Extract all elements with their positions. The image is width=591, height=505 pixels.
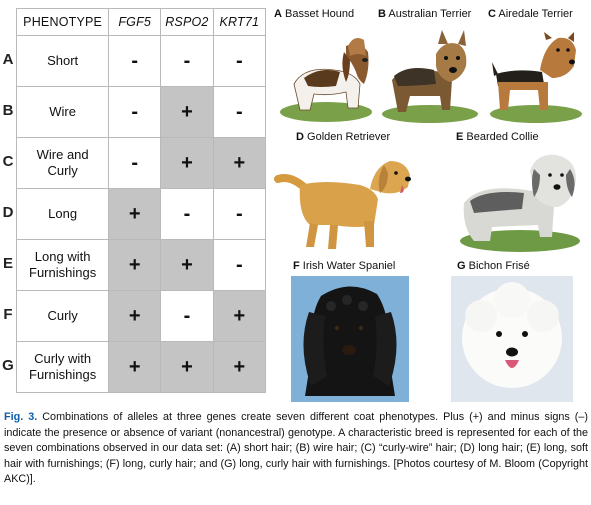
rspo2-genotype-cell: - <box>161 291 214 342</box>
photo-panel-australian-terrier <box>378 8 482 128</box>
table-row <box>17 138 266 189</box>
phenotype-label: Long with <box>34 249 91 264</box>
header-rspo2: RSPO2 <box>161 9 214 36</box>
rspo2-genotype-cell: + <box>161 138 214 189</box>
table-body <box>17 36 266 393</box>
photo-panel-bearded-collie <box>448 131 588 257</box>
airedale-terrier-photo <box>486 26 586 126</box>
phenotype-label: Curly with <box>34 351 92 366</box>
photo-panel-irish-water-spaniel <box>289 258 411 404</box>
row-letter: B <box>2 102 14 119</box>
golden-retriever-photo <box>274 149 414 255</box>
phenotype-cell <box>17 240 109 291</box>
rspo2-genotype-cell: + <box>161 240 214 291</box>
genotype-table-panel <box>0 0 268 404</box>
photo-panel-bichon-frise <box>449 258 575 404</box>
rspo2-genotype-cell: - <box>161 189 214 240</box>
krt71-genotype-cell: - <box>213 189 265 240</box>
photo-panel-airedale-terrier <box>486 8 588 128</box>
genotype-table <box>16 8 266 393</box>
phenotype-cell <box>17 342 109 393</box>
rspo2-genotype-cell: + <box>161 342 214 393</box>
fgf5-genotype-cell: - <box>109 36 161 87</box>
phenotype-label: Furnishings <box>29 367 97 382</box>
phenotype-cell <box>17 189 109 240</box>
figure-label: Fig. 3. <box>4 411 38 423</box>
phenotype-label: Wire <box>49 104 76 119</box>
irish-water-spaniel-photo <box>291 276 409 402</box>
phenotype-label: Long <box>48 206 78 221</box>
phenotype-cell <box>17 138 109 189</box>
phenotype-cell <box>17 87 109 138</box>
krt71-genotype-cell: - <box>213 87 265 138</box>
header-krt71: KRT71 <box>213 9 265 36</box>
table-row <box>17 240 266 291</box>
row-letter: E <box>2 255 13 272</box>
photo-title: C Airedale Terrier <box>488 8 573 20</box>
fgf5-genotype-cell: - <box>109 87 161 138</box>
phenotype-label: Short <box>47 53 79 68</box>
phenotype-cell <box>17 36 109 87</box>
krt71-genotype-cell: + <box>213 291 265 342</box>
row-letter: F <box>3 306 13 323</box>
phenotype-label: Curly <box>47 308 78 323</box>
header-fgf5: FGF5 <box>109 9 161 36</box>
phenotype-label: Wire and <box>36 147 89 162</box>
photo-title: A Basset Hound <box>274 8 355 20</box>
header-phenotype: PHENOTYPE <box>17 9 109 36</box>
australian-terrier-photo <box>378 26 482 126</box>
krt71-genotype-cell: - <box>213 240 265 291</box>
figure-caption <box>4 410 588 488</box>
table-header-row <box>17 9 266 36</box>
row-letter: C <box>2 153 14 170</box>
photo-title: F Irish Water Spaniel <box>293 260 396 272</box>
rspo2-genotype-cell: + <box>161 87 214 138</box>
krt71-genotype-cell: + <box>213 342 265 393</box>
phenotype-label: Curly <box>47 163 78 178</box>
photo-panel-golden-retriever <box>274 131 414 257</box>
fgf5-genotype-cell: + <box>109 342 161 393</box>
caption-text: Combinations of alleles at three genes create seven different coat phenotypes. Plus (+) and minus signs (–) indicate the presence or absence of variant (nonancestral) genotype. A characteristic breed is represented for each of the seven combinations observed in our data set: (A) short hair; (B) wire hair; (C) “curly-wire” hair; (D) long hair; (E) long, soft hair with furnishings; (F) long, curly hair; and (G) long, curly hair with furnishings. [Photos courtesy of M. Bloom (Copyright AKC)]. <box>4 411 588 485</box>
photo-panel-basset-hound <box>274 8 374 128</box>
table-row <box>17 87 266 138</box>
bichon-frise-photo <box>451 276 573 402</box>
row-letter: A <box>2 51 14 68</box>
row-letter: G <box>2 357 14 374</box>
fgf5-genotype-cell: + <box>109 291 161 342</box>
basset-hound-photo <box>274 26 374 126</box>
fgf5-genotype-cell: + <box>109 240 161 291</box>
photo-title: E Bearded Collie <box>456 131 539 143</box>
krt71-genotype-cell: - <box>213 36 265 87</box>
photo-title: D Golden Retriever <box>296 131 391 143</box>
row-letter: D <box>2 204 14 221</box>
fgf5-genotype-cell: - <box>109 138 161 189</box>
phenotype-label: Furnishings <box>29 265 97 280</box>
table-row <box>17 342 266 393</box>
krt71-genotype-cell: + <box>213 138 265 189</box>
photo-title: G Bichon Frisé <box>457 260 530 272</box>
bearded-collie-photo <box>454 149 584 255</box>
photo-title: B Australian Terrier <box>378 8 472 20</box>
table-row <box>17 36 266 87</box>
table-row <box>17 189 266 240</box>
fgf5-genotype-cell: + <box>109 189 161 240</box>
rspo2-genotype-cell: - <box>161 36 214 87</box>
phenotype-cell <box>17 291 109 342</box>
table-row <box>17 291 266 342</box>
